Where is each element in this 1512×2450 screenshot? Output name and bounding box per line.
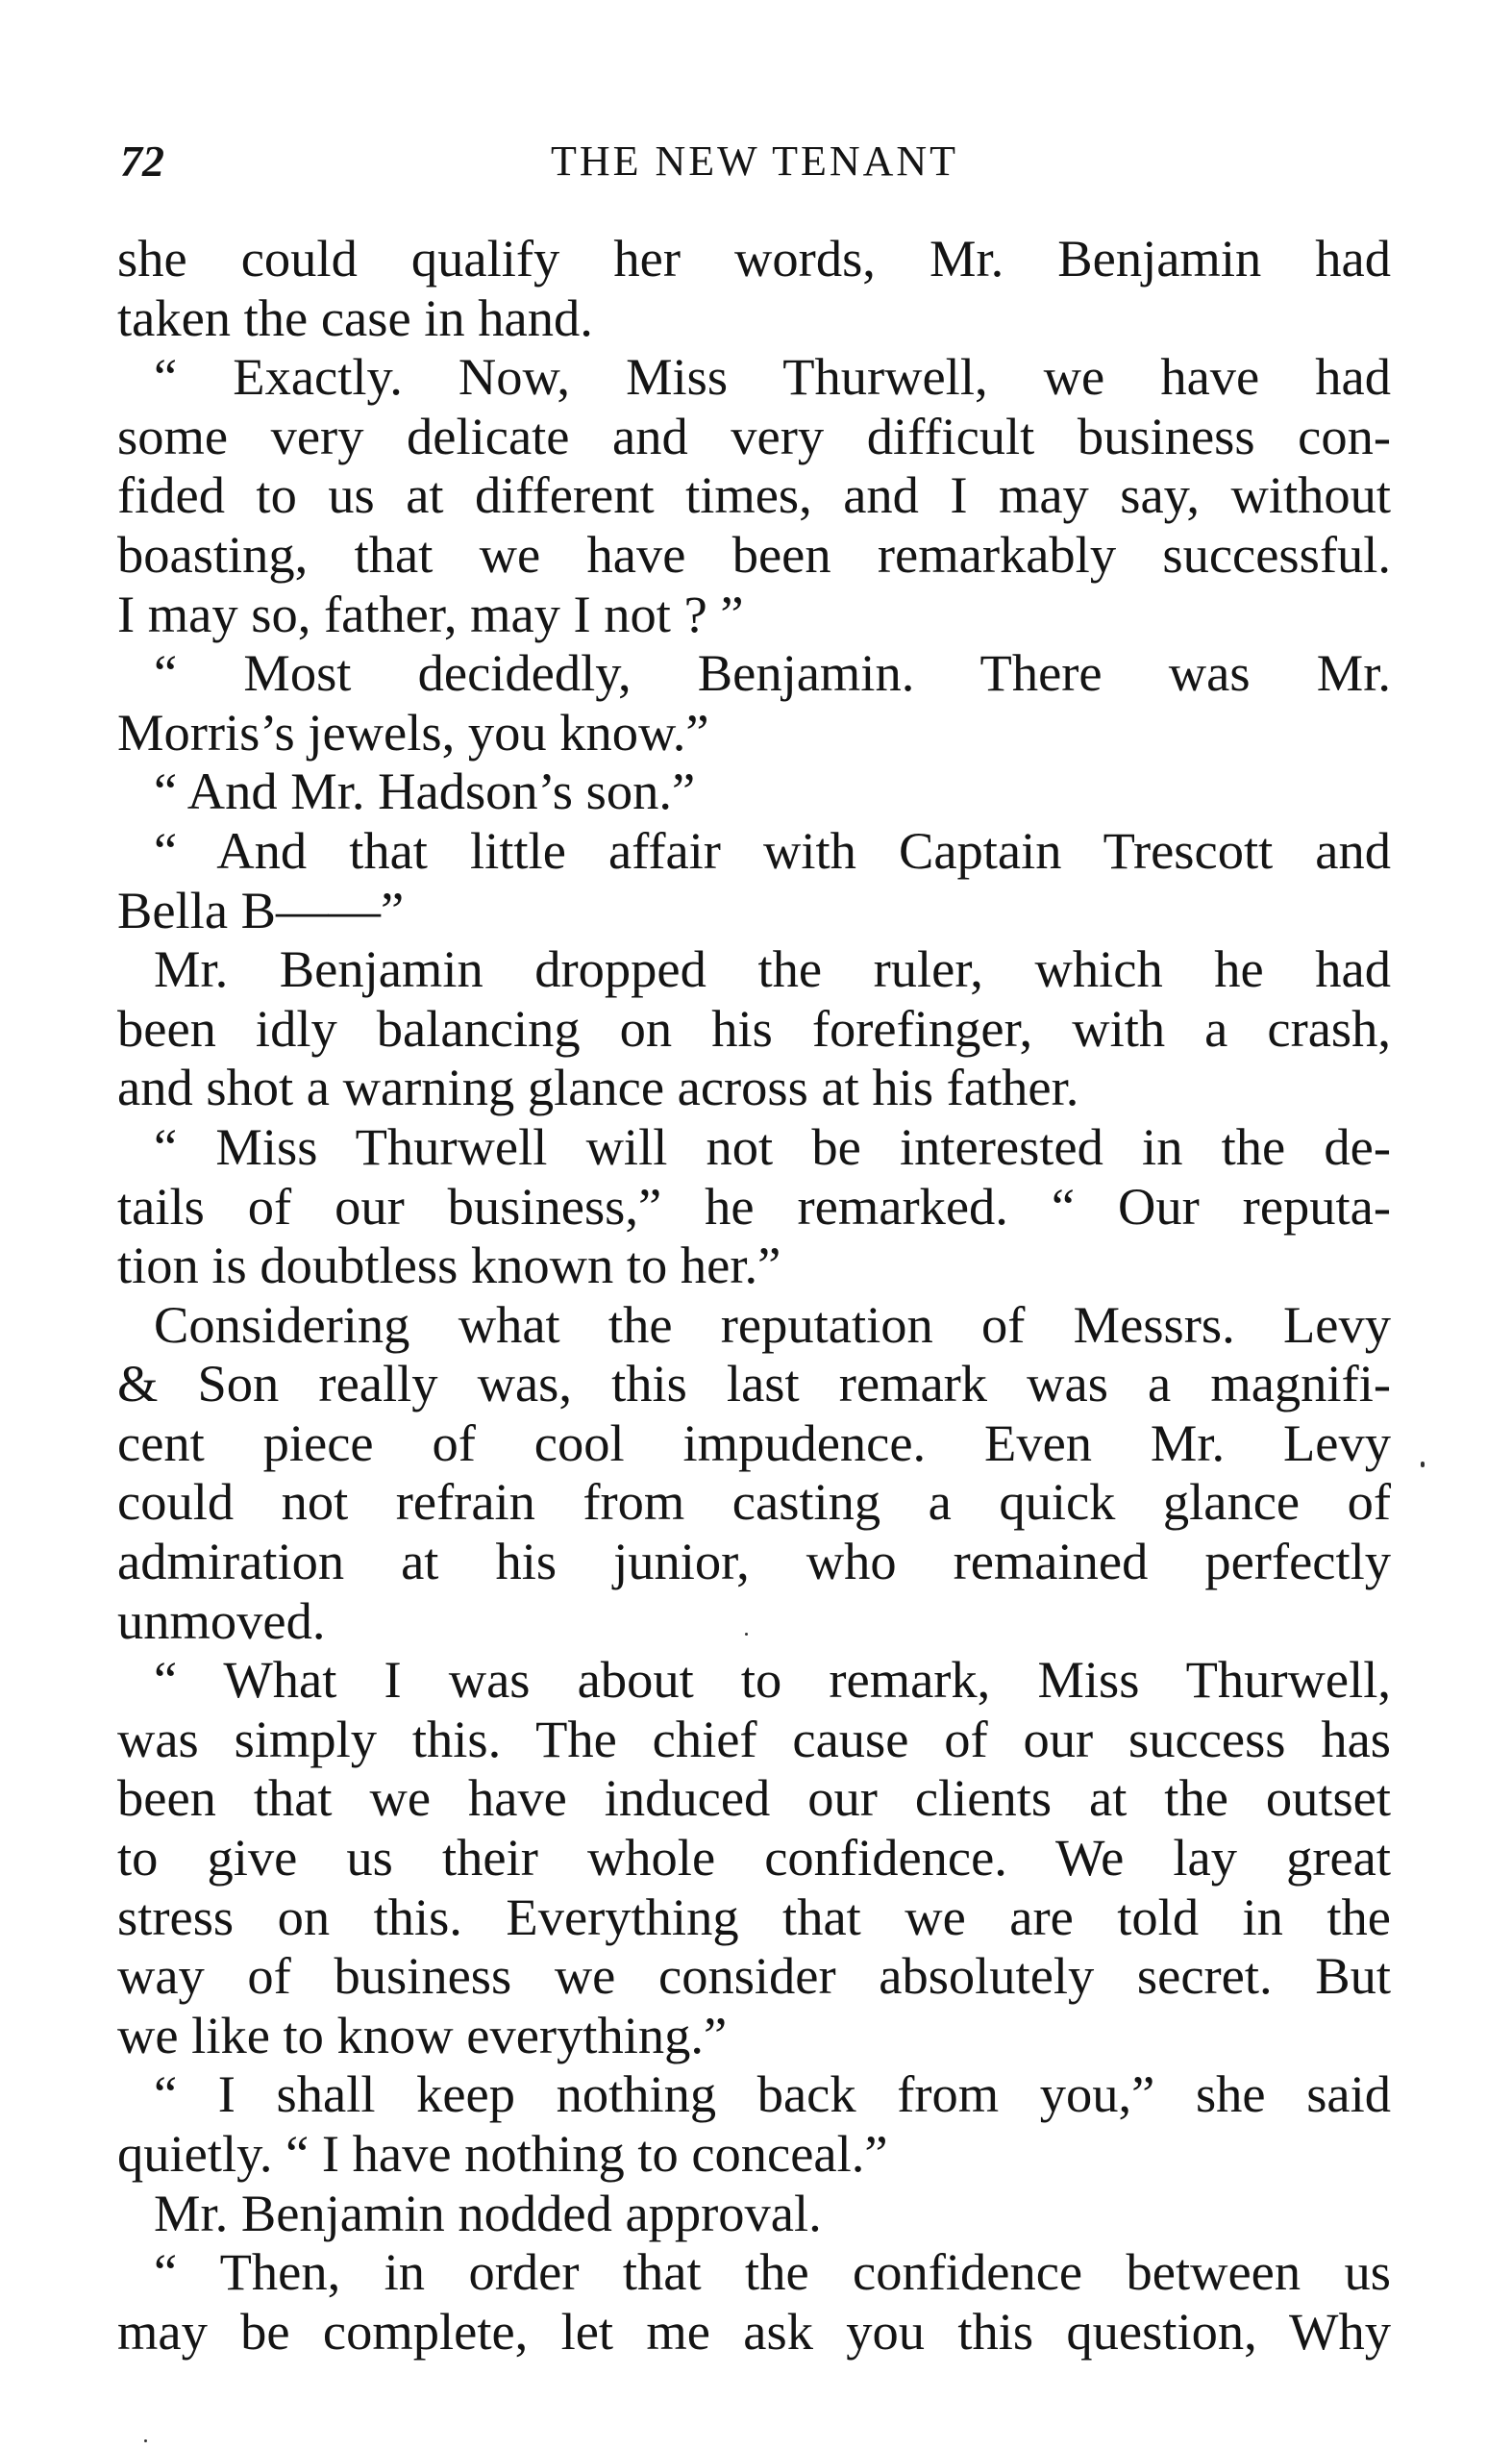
text-line: was simply this. The chief cause of our success has	[117, 1709, 1391, 1768]
text-line: we like to know everything.”	[117, 2005, 728, 2064]
text-line: quietly. “ I have nothing to conceal.”	[117, 2124, 888, 2183]
text-line: admiration at his junior, who remained perfectly	[117, 1532, 1391, 1591]
page-number: 72	[120, 137, 164, 186]
text-line: “ What I was about to remark, Miss Thurwell,	[154, 1650, 1391, 1710]
text-line: and shot a warning glance across at his father.	[117, 1058, 1079, 1117]
text-line: “ And Mr. Hadson’s son.”	[154, 762, 696, 821]
text-line: been idly balancing on his forefinger, with a crash,	[117, 998, 1391, 1058]
text-line: Morris’s jewels, you know.”	[117, 702, 709, 762]
text-line: could not refrain from casting a quick glance of	[117, 1472, 1391, 1532]
text-line: I may so, father, may I not ? ”	[117, 584, 744, 643]
text-line: “ Miss Thurwell will not be interested in the de-	[154, 1116, 1391, 1176]
text-line: Mr. Benjamin nodded approval.	[154, 2183, 822, 2242]
text-line: boasting, that we have been remarkably successful.	[117, 524, 1391, 584]
text-line: unmoved.	[117, 1590, 326, 1650]
running-head	[120, 133, 1389, 190]
text-line: stress on this. Everything that we are told in the	[117, 1887, 1391, 1946]
text-line: fided to us at different times, and I may say, without	[117, 465, 1391, 525]
body-text	[117, 229, 1391, 2361]
text-line: cent piece of cool impudence. Even Mr. Levy	[117, 1412, 1391, 1472]
text-line: been that we have induced our clients at the outset	[117, 1768, 1391, 1828]
text-line: “ Then, in order that the confidence between us	[154, 2242, 1391, 2302]
text-line: tails of our business,” he remarked. “ Our reputa-	[117, 1176, 1391, 1236]
text-line: some very delicate and very difficult business con-	[117, 406, 1391, 465]
text-line: Bella B——”	[117, 880, 405, 939]
text-line: way of business we consider absolutely secret. But	[117, 1946, 1391, 2006]
text-line: “ I shall keep nothing back from you,” she said	[154, 2064, 1391, 2124]
text-line: tion is doubtless known to her.”	[117, 1236, 781, 1295]
text-line: taken the case in hand.	[117, 288, 593, 347]
text-line: “ Exactly. Now, Miss Thurwell, we have had	[154, 347, 1391, 407]
text-line: may be complete, let me ask you this question, Why	[117, 2301, 1391, 2361]
text-line: to give us their whole confidence. We lay great	[117, 1828, 1391, 1888]
text-line: Considering what the reputation of Messrs. Levy	[154, 1294, 1391, 1354]
margin-speck	[745, 1633, 748, 1636]
margin-speck	[1421, 1462, 1425, 1467]
text-line: & Son really was, this last remark was a magnifi-	[117, 1354, 1391, 1413]
text-line: “ And that little affair with Captain Trescott and	[154, 820, 1391, 880]
text-line: she could qualify her words, Mr. Benjamin had	[117, 229, 1391, 288]
text-line: Mr. Benjamin dropped the ruler, which he had	[154, 939, 1391, 999]
text-line: “ Most decidedly, Benjamin. There was Mr.	[154, 643, 1391, 703]
running-title: THE NEW TENANT	[550, 138, 959, 185]
margin-speck	[144, 2439, 147, 2442]
